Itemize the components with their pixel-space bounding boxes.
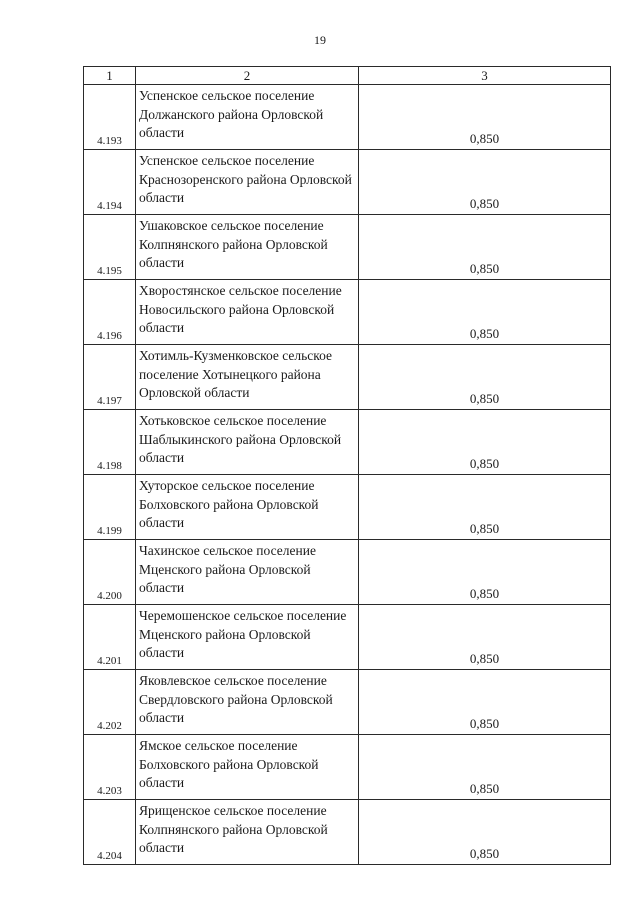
table-row xyxy=(84,215,611,280)
settlement-name: Успенское сельское поселение Должанского района Орловской области xyxy=(136,85,359,150)
row-number: 4.200 xyxy=(84,540,136,605)
row-number: 4.204 xyxy=(84,800,136,865)
column-header-1: 1 xyxy=(84,67,136,85)
page-number: 19 xyxy=(314,33,326,47)
table-row xyxy=(84,280,611,345)
row-number: 4.195 xyxy=(84,215,136,280)
row-value: 0,850 xyxy=(359,475,611,540)
settlement-name: Чахинское сельское поселение Мценского района Орловской области xyxy=(136,540,359,605)
table-row xyxy=(84,345,611,410)
settlement-name: Успенское сельское поселение Краснозоренского района Орловской области xyxy=(136,150,359,215)
settlement-name: Хотимль-Кузменковское сельское поселение Хотынецкого района Орловской области xyxy=(136,345,359,410)
row-value: 0,850 xyxy=(359,345,611,410)
row-value: 0,850 xyxy=(359,670,611,735)
table-row xyxy=(84,605,611,670)
settlement-name: Ярищенское сельское поселение Колпнянского района Орловской области xyxy=(136,800,359,865)
settlement-name: Ушаковское сельское поселение Колпнянского района Орловской области xyxy=(136,215,359,280)
data-table xyxy=(83,66,611,865)
settlement-name: Черемошенское сельское поселение Мценского района Орловской области xyxy=(136,605,359,670)
row-value: 0,850 xyxy=(359,410,611,475)
row-number: 4.193 xyxy=(84,85,136,150)
row-number: 4.194 xyxy=(84,150,136,215)
row-number: 4.201 xyxy=(84,605,136,670)
row-number: 4.203 xyxy=(84,735,136,800)
row-number: 4.197 xyxy=(84,345,136,410)
table-row xyxy=(84,735,611,800)
settlement-name: Яковлевское сельское поселение Свердловского района Орловской области xyxy=(136,670,359,735)
column-header-3: 3 xyxy=(359,67,611,85)
table-row xyxy=(84,670,611,735)
row-value: 0,850 xyxy=(359,280,611,345)
table-row xyxy=(84,150,611,215)
row-value: 0,850 xyxy=(359,800,611,865)
row-value: 0,850 xyxy=(359,215,611,280)
table-row xyxy=(84,800,611,865)
settlement-name: Хворостянское сельское поселение Новосильского района Орловской области xyxy=(136,280,359,345)
row-value: 0,850 xyxy=(359,735,611,800)
settlement-name: Хуторское сельское поселение Болховского района Орловской области xyxy=(136,475,359,540)
table-row xyxy=(84,410,611,475)
row-number: 4.202 xyxy=(84,670,136,735)
row-value: 0,850 xyxy=(359,540,611,605)
column-header-2: 2 xyxy=(136,67,359,85)
row-number: 4.196 xyxy=(84,280,136,345)
row-number: 4.198 xyxy=(84,410,136,475)
table-header-row xyxy=(84,67,611,85)
table-row xyxy=(84,475,611,540)
row-value: 0,850 xyxy=(359,605,611,670)
table-row xyxy=(84,85,611,150)
table-row xyxy=(84,540,611,605)
settlement-name: Ямское сельское поселение Болховского района Орловской области xyxy=(136,735,359,800)
row-value: 0,850 xyxy=(359,85,611,150)
row-value: 0,850 xyxy=(359,150,611,215)
settlement-name: Хотьковское сельское поселение Шаблыкинского района Орловской области xyxy=(136,410,359,475)
row-number: 4.199 xyxy=(84,475,136,540)
